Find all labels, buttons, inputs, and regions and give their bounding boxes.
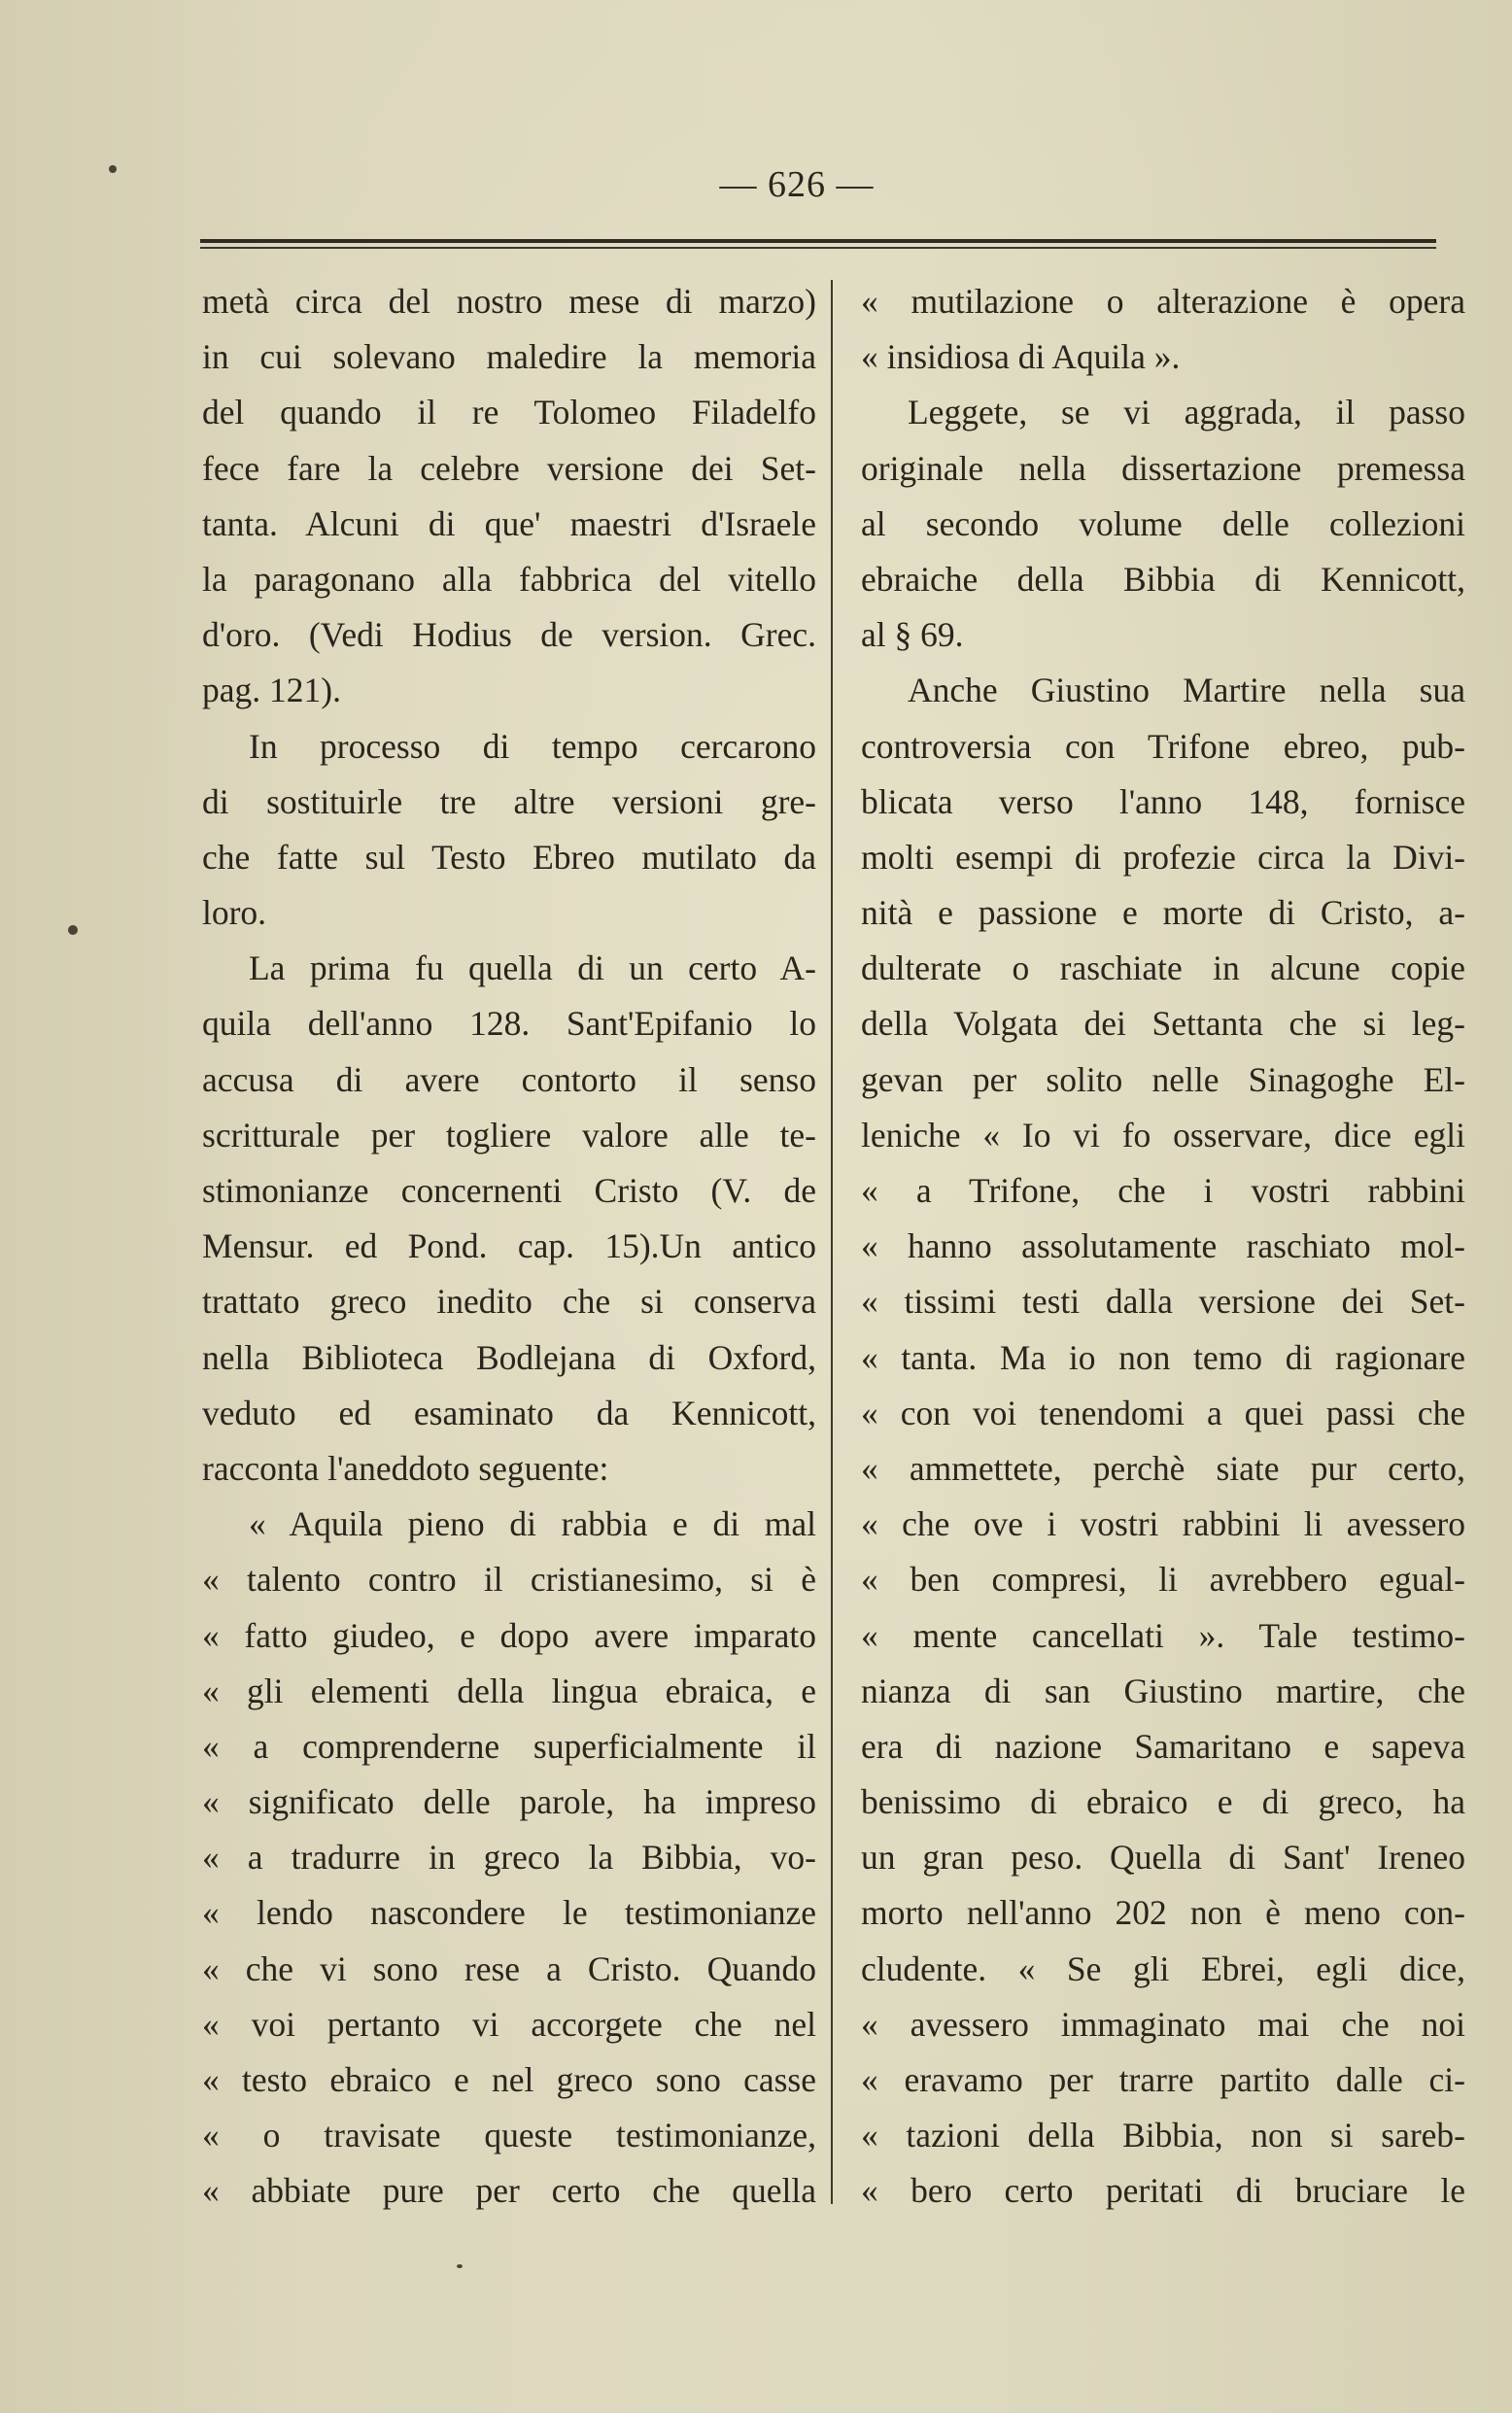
text-line: era di nazione Samaritano e sapeva (861, 1726, 1465, 1766)
text-line: « voi pertanto vi accorgete che nel (202, 2004, 816, 2044)
text-line: « tissimi testi dalla versione dei Set- (861, 1282, 1465, 1322)
text-line: « significato delle parole, ha impreso (202, 1782, 816, 1822)
text-line: la paragonano alla fabbrica del vitello (202, 559, 816, 599)
text-line: « talento contro il cristianesimo, si è (202, 1560, 816, 1600)
text-line: della Volgata dei Settanta che si leg- (861, 1004, 1465, 1044)
text-line: « a tradurre in greco la Bibbia, vo- (202, 1838, 816, 1878)
text-line: « tazioni della Bibbia, non si sareb- (861, 2116, 1465, 2155)
left-column (202, 274, 816, 2220)
text-line: « a comprenderne superficialmente il (202, 1726, 816, 1766)
ink-speck (68, 925, 78, 935)
text-line: In processo di tempo cercarono (249, 726, 816, 766)
text-line: al secondo volume delle collezioni (861, 503, 1465, 543)
text-line: « mente cancellati ». Tale testimo- (861, 1615, 1465, 1655)
text-line: « hanno assolutamente raschiato mol- (861, 1226, 1465, 1266)
text-line: « ben compresi, li avrebbero egual- (861, 1560, 1465, 1600)
text-line: morto nell'anno 202 non è meno con- (861, 1893, 1465, 1933)
text-line: « che ove i vostri rabbini li avessero (861, 1504, 1465, 1544)
text-line: Mensur. ed Pond. cap. 15).Un antico (202, 1226, 816, 1266)
text-line: leniche « Io vi fo osservare, dice egli (861, 1115, 1465, 1155)
text-line: blicata verso l'anno 148, fornisce (861, 781, 1465, 821)
text-line: controversia con Trifone ebreo, pub- (861, 726, 1465, 766)
text-line: « eravamo per trarre partito dalle ci- (861, 2060, 1465, 2099)
text-line: « mutilazione o alterazione è opera (861, 282, 1465, 321)
header-rule (200, 239, 1436, 249)
text-line: « bero certo peritati di bruciare le (861, 2171, 1465, 2211)
text-line: « fatto giudeo, e dopo avere imparato (202, 1615, 816, 1655)
column-divider (831, 280, 833, 2204)
text-line: tanta. Alcuni di que' maestri d'Israele (202, 503, 816, 543)
text-line: quila dell'anno 128. Sant'Epifanio lo (202, 1004, 816, 1044)
text-line: un gran peso. Quella di Sant' Ireneo (861, 1838, 1465, 1878)
text-line: ebraiche della Bibbia di Kennicott, (861, 559, 1465, 599)
text-line: fece fare la celebre versione dei Set- (202, 448, 816, 488)
text-line: « ammettete, perchè siate pur certo, (861, 1448, 1465, 1488)
text-line: cludente. « Se gli Ebrei, egli dice, (861, 1948, 1465, 1988)
page-number: — 626 — (719, 164, 875, 205)
right-column (861, 274, 1465, 2220)
text-line: metà circa del nostro mese di marzo) (202, 282, 816, 321)
text-line: benissimo di ebraico e di greco, ha (861, 1782, 1465, 1822)
text-line: in cui solevano maledire la memoria (202, 337, 816, 377)
text-line: « Aquila pieno di rabbia e di mal (249, 1504, 816, 1544)
ink-speck (457, 2264, 463, 2268)
text-line: nianza di san Giustino martire, che (861, 1671, 1465, 1710)
text-line: scritturale per togliere valore alle te- (202, 1115, 816, 1155)
text-line: del quando il re Tolomeo Filadelfo (202, 393, 816, 432)
text-line: « avessero immaginato mai che noi (861, 2004, 1465, 2044)
text-line: « lendo nascondere le testimonianze (202, 1893, 816, 1933)
text-line: d'oro. (Vedi Hodius de version. Grec. (202, 615, 816, 655)
text-line: « testo ebraico e nel greco sono casse (202, 2060, 816, 2099)
text-line: « che vi sono rese a Cristo. Quando (202, 1948, 816, 1988)
text-line: stimonianze concernenti Cristo (V. de (202, 1171, 816, 1210)
text-line: « abbiate pure per certo che quella (202, 2171, 816, 2211)
text-line: « insidiosa di Aquila ». (861, 337, 1181, 377)
text-line: loro. (202, 893, 267, 933)
text-line: pag. 121). (202, 671, 341, 710)
text-line: nella Biblioteca Bodlejana di Oxford, (202, 1337, 816, 1377)
text-line: « tanta. Ma io non temo di ragionare (861, 1337, 1465, 1377)
text-line: La prima fu quella di un certo A- (249, 948, 816, 988)
text-line: « o travisate queste testimonianze, (202, 2116, 816, 2155)
text-line: « a Trifone, che i vostri rabbini (861, 1171, 1465, 1210)
text-line: « con voi tenendomi a quei passi che (861, 1393, 1465, 1432)
text-line: trattato greco inedito che si conserva (202, 1282, 816, 1322)
text-line: accusa di avere contorto il senso (202, 1059, 816, 1099)
text-line: al § 69. (861, 615, 964, 655)
text-line: di sostituirle tre altre versioni gre- (202, 781, 816, 821)
text-line: « gli elementi della lingua ebraica, e (202, 1671, 816, 1710)
text-line: gevan per solito nelle Sinagoghe El- (861, 1059, 1465, 1099)
text-line: racconta l'aneddoto seguente: (202, 1448, 609, 1488)
text-line: dulterate o raschiate in alcune copie (861, 948, 1465, 988)
ink-speck (109, 165, 117, 173)
text-line: veduto ed esaminato da Kennicott, (202, 1393, 816, 1432)
text-line: Anche Giustino Martire nella sua (908, 671, 1465, 710)
text-line: molti esempi di profezie circa la Divi- (861, 837, 1465, 877)
text-line: Leggete, se vi aggrada, il passo (908, 393, 1465, 432)
text-line: originale nella dissertazione premessa (861, 448, 1465, 488)
text-line: che fatte sul Testo Ebreo mutilato da (202, 837, 816, 877)
text-line: nità e passione e morte di Cristo, a- (861, 893, 1465, 933)
